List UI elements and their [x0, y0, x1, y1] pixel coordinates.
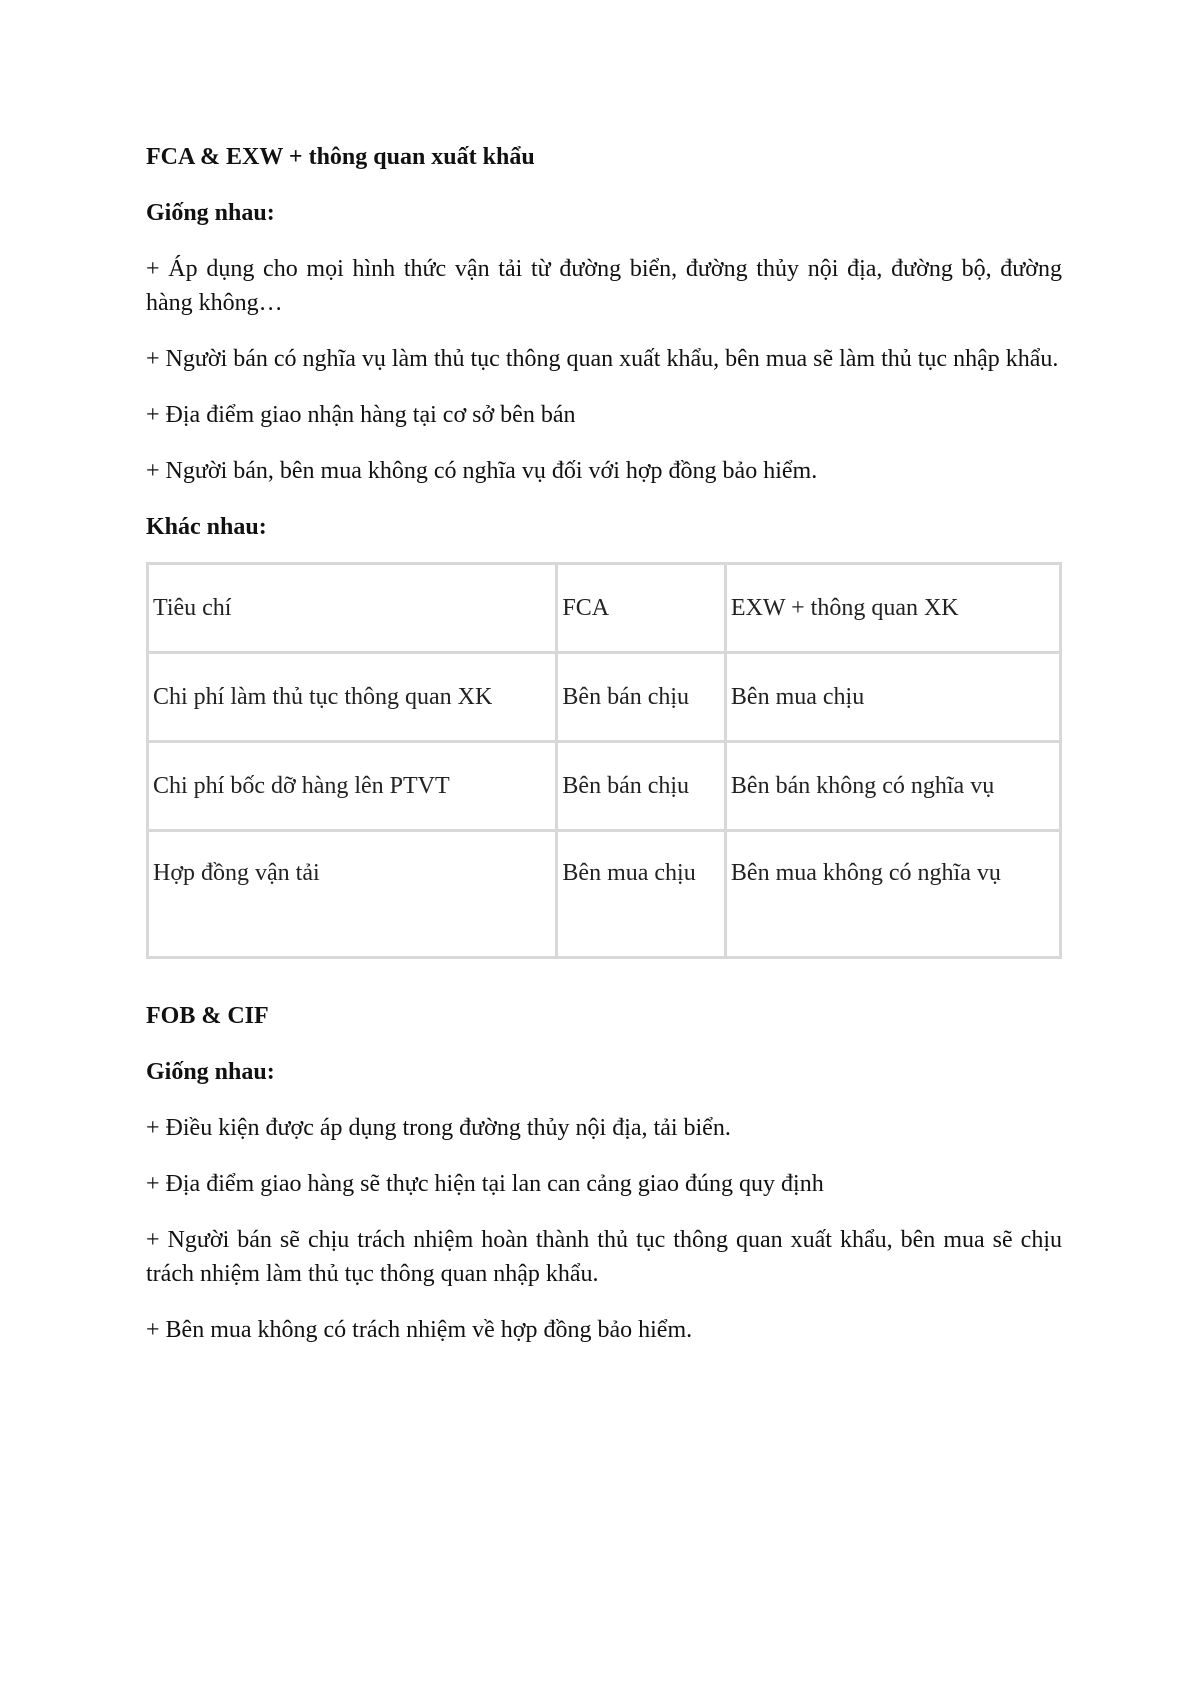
table-cell: Chi phí làm thủ tục thông quan XK — [148, 653, 557, 742]
table-cell: Bên bán chịu — [557, 742, 726, 831]
comparison-table — [146, 562, 1062, 959]
similarity-point: + Áp dụng cho mọi hình thức vận tải từ đường biển, đường thủy nội địa, đường bộ, đường hàng không… — [146, 256, 1062, 316]
table-row — [148, 831, 1061, 958]
table-cell: Bên mua chịu — [725, 653, 1060, 742]
table-header-cell: EXW + thông quan XK — [725, 564, 1060, 653]
table-cell: Bên mua không có nghĩa vụ — [725, 831, 1060, 958]
similarity-point: + Người bán, bên mua không có nghĩa vụ đối với hợp đồng bảo hiểm. — [146, 458, 818, 484]
similarity-point: + Người bán có nghĩa vụ làm thủ tục thông quan xuất khẩu, bên mua sẽ làm thủ tục nhập khẩu. — [146, 346, 1059, 372]
similarity-point: + Địa điểm giao hàng sẽ thực hiện tại lan can cảng giao đúng quy định — [146, 1171, 824, 1197]
section-title-fca-exw: FCA & EXW + thông quan xuất khẩu — [146, 144, 535, 170]
table-cell: Bên bán chịu — [557, 653, 726, 742]
table-cell: Bên mua chịu — [557, 831, 726, 958]
table-header-cell: Tiêu chí — [148, 564, 557, 653]
table-cell: Hợp đồng vận tải — [148, 831, 557, 958]
table-header-cell: FCA — [557, 564, 726, 653]
table-header-row — [148, 564, 1061, 653]
similarities-heading: Giống nhau: — [146, 1059, 275, 1085]
table-row — [148, 653, 1061, 742]
similarity-point: + Bên mua không có trách nhiệm về hợp đồng bảo hiểm. — [146, 1317, 693, 1343]
differences-heading: Khác nhau: — [146, 514, 267, 540]
similarity-point: + Người bán sẽ chịu trách nhiệm hoàn thành thủ tục thông quan xuất khẩu, bên mua sẽ chịu trách nhiệm làm thủ tục thông quan nhập khẩu. — [146, 1227, 1062, 1287]
section-title-fob-cif: FOB & CIF — [146, 1003, 269, 1029]
similarity-point: + Điều kiện được áp dụng trong đường thủy nội địa, tải biển. — [146, 1115, 731, 1141]
table-cell: Chi phí bốc dỡ hàng lên PTVT — [148, 742, 557, 831]
table-row — [148, 742, 1061, 831]
similarity-point: + Địa điểm giao nhận hàng tại cơ sở bên bán — [146, 402, 576, 428]
document-page — [146, 140, 1062, 1369]
similarities-heading: Giống nhau: — [146, 200, 275, 226]
table-cell: Bên bán không có nghĩa vụ — [725, 742, 1060, 831]
